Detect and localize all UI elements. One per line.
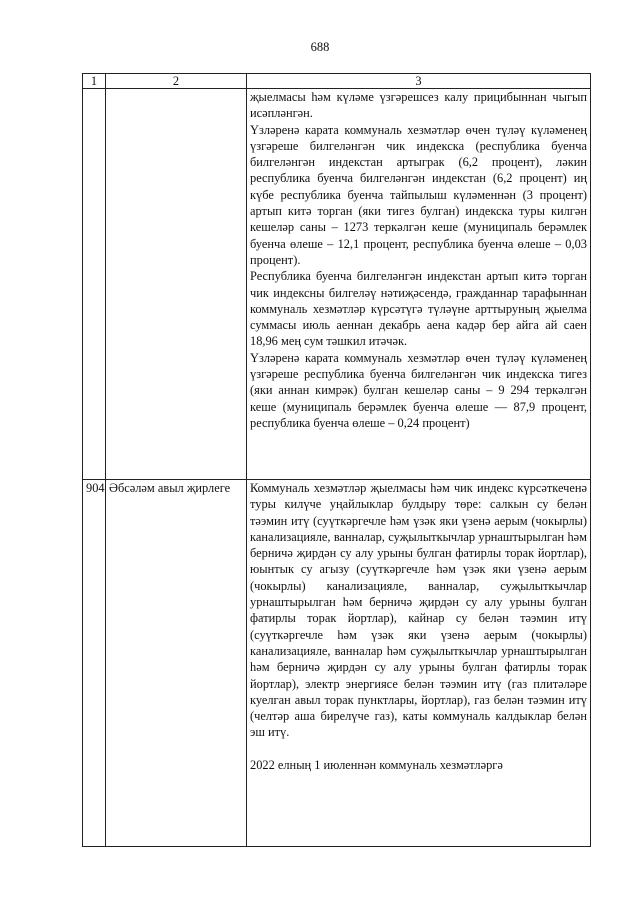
description-paragraph: җыелмасы һәм күләме үзгәрешсез калу прицибыннан чыгып исәпләнгән. <box>250 90 587 121</box>
description-cell <box>247 89 591 480</box>
column-header-3: 3 <box>247 74 591 89</box>
description-paragraph: Үзләренә карата коммуналь хезмәтләр өчен түләү күләменең үзгәреше билгеләнгән чик индекска (республика буенча билгеләнгән индекстан артыграк (6,2 процент), ләкин республика буенча билгеләнгән индекстан (6,2 процент) иң күбе республика буенча тайпылыш күләменнән (3 процент) артып китә торган (яки тигез булган) индекска туры килгән кешеләр саны – 1273 теркәлгән кеше (муниципаль берәмлек буенча өлеше – 12,1 процент, республика буенча өлеше – 0,03 процент). <box>250 122 587 267</box>
column-header-1: 1 <box>83 74 106 89</box>
description-paragraph: Коммуналь хезмәтләр җыелмасы һәм чик индекс күрсәткеченә туры килүче уңайлыклар булдыру төре: салкын су белән тәэмин итү (суүткәргечле һәм үзәк яки үзенә аерым (чокырлы) канализацияле, ванналар, суҗылыткычлар урнаштырылган һәм берничә җирдән су алу урыны булган фатирлы торак йортлар), юынтык су агызу (суүткәргечле һәм үзәк яки үзенә аерым (чокырлы) канализацияле, ванналар, суҗылыткычлар урнаштырылган һәм берничә җирдән су алу урыны булган фатирлы торак йортлар), кайнар су белән тәэмин итү (суүткәргечле һәм үзәк яки үзенә аерым (чокырлы) канализацияле, ванналар һәм суҗылыткычлар урнаштырылган һәм берничә җирдән су алу урыны булган фатирлы торак йортлар), электр энергиясе белән тәэмин итү (газ плитәләре куелган авыл торак пунктлары, йортлар), газ белән тәэмин итү (челтәр аша бирелүче газ), каты коммуналь калдыклар белән эш итү. <box>250 481 587 740</box>
row-number <box>83 89 106 480</box>
description-cell <box>247 480 591 847</box>
description-paragraph: 2022 елның 1 июленнән коммуналь хезмәтләргә <box>250 757 503 772</box>
description-paragraph: Республика буенча билгеләнгән индекстан артып китә торган чик индексны билгеләү нәтиҗәсендә, гражданнар тарафыннан коммуналь хезмәтләр күрсәтүгә түләүне арттыруның җыелма суммасы июль аеннан декабрь аена кадәр бер айга ай саен 18,96 мең сум тәшкил итәчәк. <box>250 269 587 349</box>
row-number: 904 <box>83 480 106 847</box>
table-header-row <box>83 74 591 89</box>
settlement-name: Әбсәләм авыл җирлеге <box>106 480 247 847</box>
table-row <box>83 89 591 480</box>
column-header-2: 2 <box>106 74 247 89</box>
page-number: 688 <box>310 40 330 54</box>
table-row <box>83 480 591 847</box>
document-table <box>82 73 591 847</box>
description-paragraph: Үзләренә карата коммуналь хезмәтләр өчен түләү күләменең үзгәреше республика буенча билгеләнгән чик индекска тигез (яки аннан кимрәк) булган кешеләр саны – 9 294 теркәлгән кеше (муниципаль берәмлек буенча өлеше — 87,9 процент, республика буенча өлеше – 0,24 процент) <box>250 350 587 430</box>
settlement-name <box>106 89 247 480</box>
paragraph-gap <box>250 741 587 757</box>
